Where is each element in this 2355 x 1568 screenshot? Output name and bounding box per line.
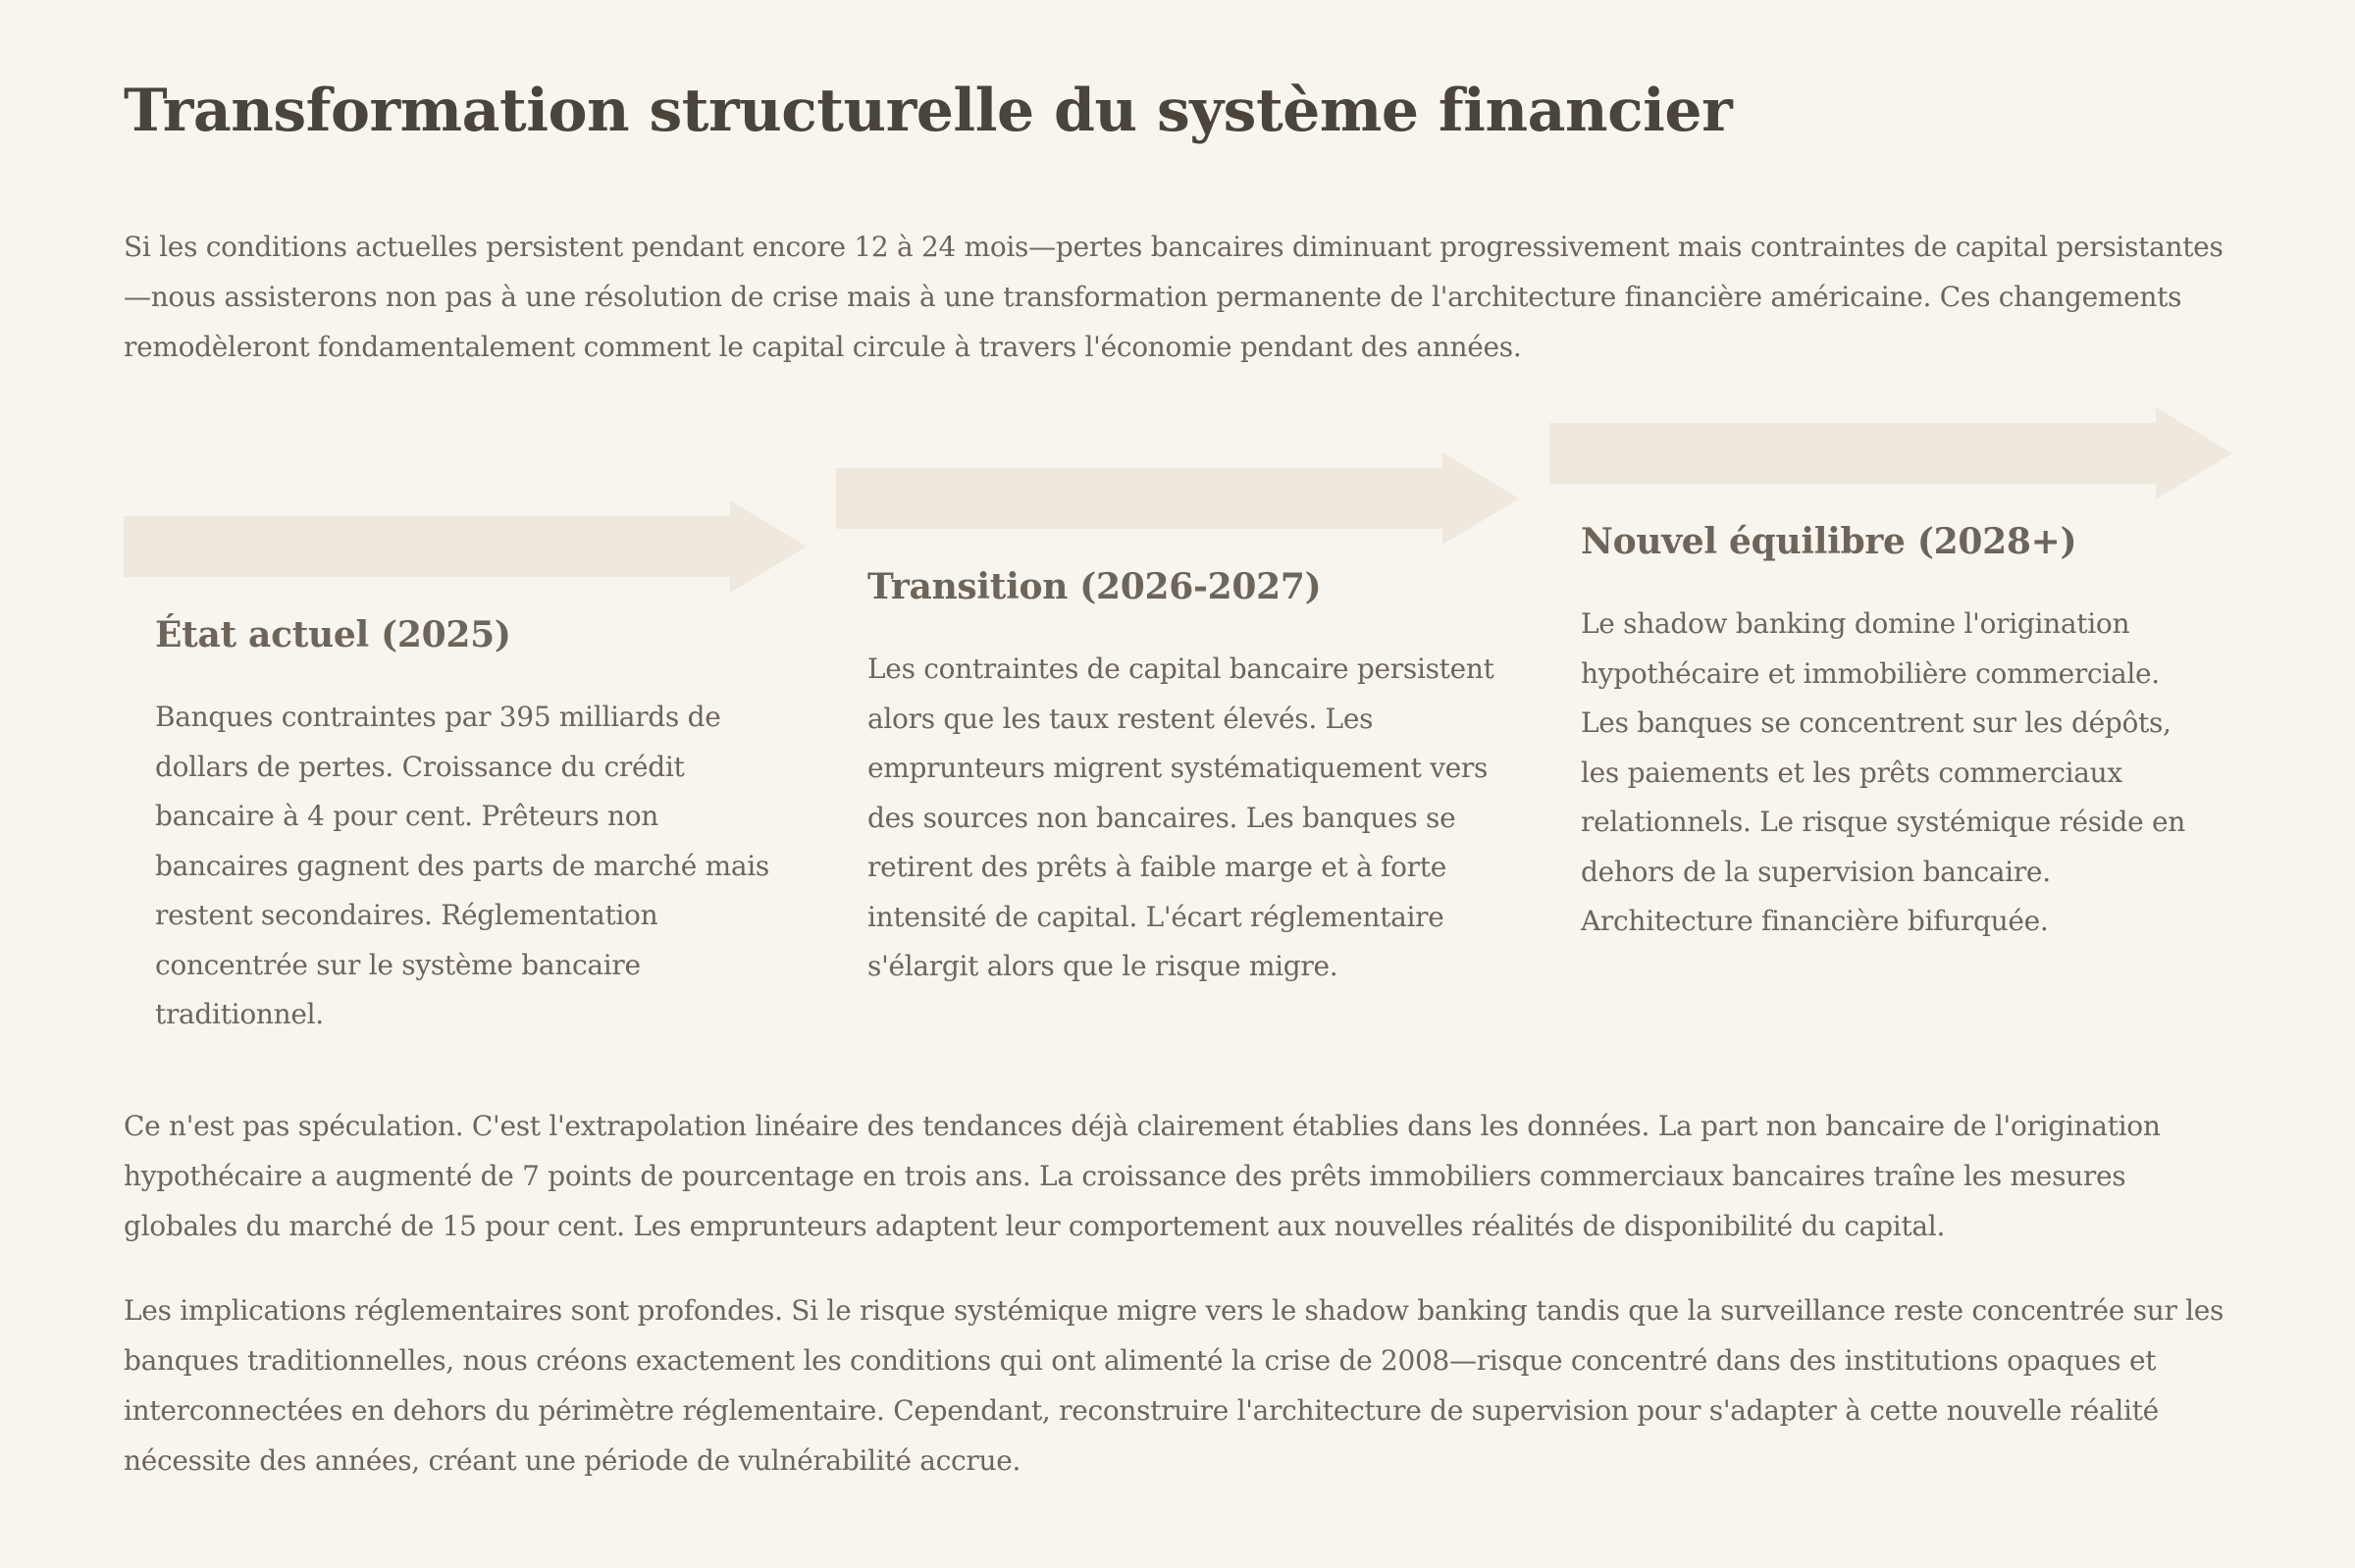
stage-arrow-shape (1549, 407, 2232, 499)
stage-description: Banques contraintes par 395 milliards de dollars de pertes. Croissance du crédit bancaire à 4 pour cent. Prêteurs non bancaires gagnent des parts de marché mais restent secondaires. Réglementation concentrée sur le système bancaire traditionnel. (155, 701, 770, 1030)
stage-title: Transition (2026-2027) (867, 566, 1322, 607)
arrow-right-icon (836, 452, 1523, 547)
stage-arrow-shape (124, 500, 807, 593)
arrow-right-icon (124, 500, 811, 595)
arrow-right-icon (1549, 407, 2236, 501)
stage-title: Nouvel équilibre (2028+) (1581, 521, 2077, 562)
body-paragraph: Ce n'est pas spéculation. C'est l'extrapolation linéaire des tendances déjà clairement établies dans les données. La part non bancaire de l'origination hypothécaire a augmenté de 7 points de pourcentage en trois ans. La croissance des prêts immobiliers commerciaux bancaires traîne les mesures globales du marché de 15 pour cent. Les emprunteurs adaptent leur comportement aux nouvelles réalités de disponibilité du capital. (124, 1110, 2161, 1242)
stage-title: État actuel (2025) (155, 614, 511, 655)
stage-arrow-shape (836, 452, 1519, 545)
stage-description: Le shadow banking domine l'origination hypothécaire et immobilière commerciale. Les banques se concentrent sur les dépôts, les paiements et les prêts commerciaux relationnels. Le risque systémique réside en dehors de la supervision bancaire. Architecture financière bifurquée. (1581, 607, 2186, 937)
stage-description: Les contraintes de capital bancaire persistent alors que les taux restent élevés. Les emprunteurs migrent systématiquement vers des sources non bancaires. Les banques se retirent des prêts à faible marge et à forte intensité de capital. L'écart réglementaire s'élargit alors que le risque migre. (867, 653, 1494, 982)
page-title: Transformation structurelle du système financier (124, 77, 1733, 145)
body-paragraph: Les implications réglementaires sont profondes. Si le risque systémique migre vers le shadow banking tandis que la surveillance reste concentrée sur les banques traditionnelles, nous créons exactement les conditions qui ont alimenté la crise de 2008—risque concentré dans des institutions opaques et interconnectées en dehors du périmètre réglementaire. Cependant, reconstruire l'architecture de supervision pour s'adapter à cette nouvelle réalité nécessite des années, créant une période de vulnérabilité accrue. (124, 1294, 2224, 1477)
intro-paragraph: Si les conditions actuelles persistent pendant encore 12 à 24 mois—pertes bancaires diminuant progressivement mais contraintes de capital persistantes—nous assisterons non pas à une résolution de crise mais à une transformation permanente de l'architecture financière américaine. Ces changements remodèleront fondamentalement comment le capital circule à travers l'économie pendant des années. (124, 231, 2224, 363)
